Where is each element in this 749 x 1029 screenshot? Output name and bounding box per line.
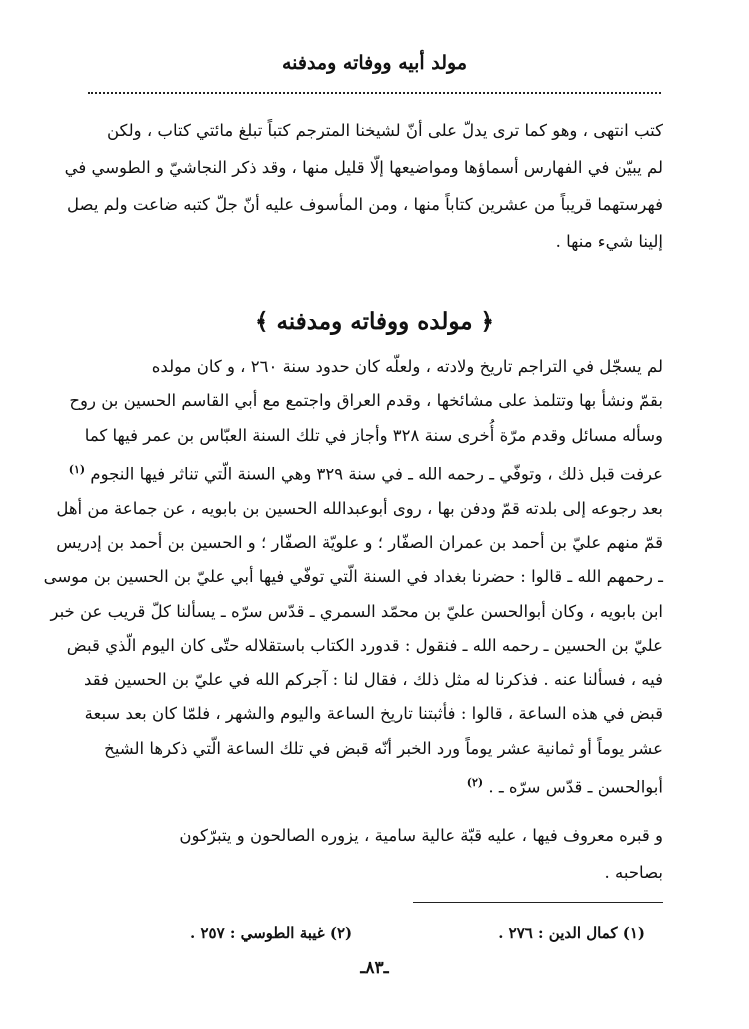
- text-line: بصاحبه .: [604, 863, 663, 882]
- text-line: بقمّ ونشأ بها وتتلمذ على مشائخها ، وقدم العراق واجتمع مع أبي القاسم الحسين بن روح: [69, 391, 663, 411]
- footnote-2: (٢) غيبة الطوسي : ٢٥٧ .: [190, 924, 353, 942]
- paragraph-3: [88, 817, 663, 891]
- text-line: فهرستهما قريباً من عشرين كتاباً منها ، ومن المأسوف عليه أنّ جلّ كتبه ضاعت ولم يصل: [67, 195, 663, 214]
- text-line: و قبره معروف فيها ، عليه قبّة عالية سامية ، يزوره الصالحون و يتبرّكون: [179, 826, 663, 845]
- running-header: مولد أبيه ووفاته ومدفنه: [281, 52, 468, 74]
- text-line: فيه ، فسألنا عنه . فذكرنا له مثل ذلك ، فقال لنا : آجركم الله في عليّ بن الحسين فقد: [84, 670, 663, 690]
- text-line: قمّ منهم عليّ بن أحمد بن عمران الصفّار ؛ و علويّة الصفّار ؛ و الحسين بن أحمد بن إدريس: [56, 532, 663, 552]
- text-line-content: عرفت قبل ذلك ، وتوفّي ـ رحمه الله ـ في سنة ٣٢٩ وهي السنة الّتي تناثر فيها النجوم: [90, 464, 663, 484]
- page-number: ـ٨٣ـ: [360, 958, 389, 978]
- text-line: [88, 766, 663, 805]
- text-line-content: أبوالحسن ـ قدّس سرّه ـ .: [488, 777, 663, 797]
- paragraph-1: [64, 112, 663, 260]
- section-title: ﴿ مولده ووفاته ومدفنه ﴾: [254, 308, 495, 335]
- footnote-marker-1: (١): [68, 462, 86, 476]
- text-line: ابن بابويه ، وكان أبوالحسن عليّ بن محمّد السمري ـ قدّس سرّه ـ يسألنا كلّ قريب عن خبر: [50, 601, 663, 621]
- text-line: [68, 453, 663, 492]
- paragraph-2: [43, 350, 663, 805]
- text-line: لم يسجّل في التراجم تاريخ ولادته ، ولعلّه كان حدود سنة ٢٦٠ ، و كان مولده: [151, 357, 663, 376]
- text-line: عشر يوماً أو ثمانية عشر يوماً ورد الخبر أنّه قبض في تلك الساعة الّتي ذكرها الشيخ: [104, 738, 663, 758]
- footnote-marker-2: (٢): [466, 776, 484, 790]
- text-line: إلينا شيء منها .: [555, 232, 663, 251]
- text-line: وسأله مسائل وقدم مرّة أُخرى سنة ٣٢٨ وأجاز في تلك السنة العبّاس بن عمر فيها كما: [84, 425, 663, 445]
- text-line: لم يبيّن في الفهارس أسماؤها ومواضيعها إلّا قليل منها ، وقد ذكر النجاشيّ و الطوسي في: [64, 158, 663, 177]
- footnote-1: (١) كمال الدين : ٢٧٦ .: [498, 924, 645, 942]
- footnotes: [190, 924, 645, 942]
- text-line: بعد رجوعه إلى بلدته قمّ ودفن بها ، روى أبوعبدالله الحسين بن بابويه ، عن جماعة من أهل: [56, 498, 663, 518]
- header-dotted-rule: [88, 92, 661, 94]
- text-line: عليّ بن الحسين ـ رحمه الله ـ فنقول : قدورد الكتاب باستقلاله حتّى كان اليوم الّذي قبض: [66, 635, 663, 655]
- text-line: ـ رحمهم الله ـ قالوا : حضرنا بغداد في السنة الّتي توفّي فيها أبي عليّ بن الحسين بن موسى: [43, 567, 663, 587]
- footnote-rule: [413, 902, 663, 903]
- text-line: قبض في هذه الساعة ، قالوا : فأثبتنا تاريخ الساعة واليوم والشهر ، فلمّا كان بعد سبعة: [84, 704, 663, 724]
- text-line: كتب انتهى ، وهو كما ترى يدلّ على أنّ لشيخنا المترجم كتباً تبلغ مائتي كتاب ، ولكن: [106, 121, 663, 140]
